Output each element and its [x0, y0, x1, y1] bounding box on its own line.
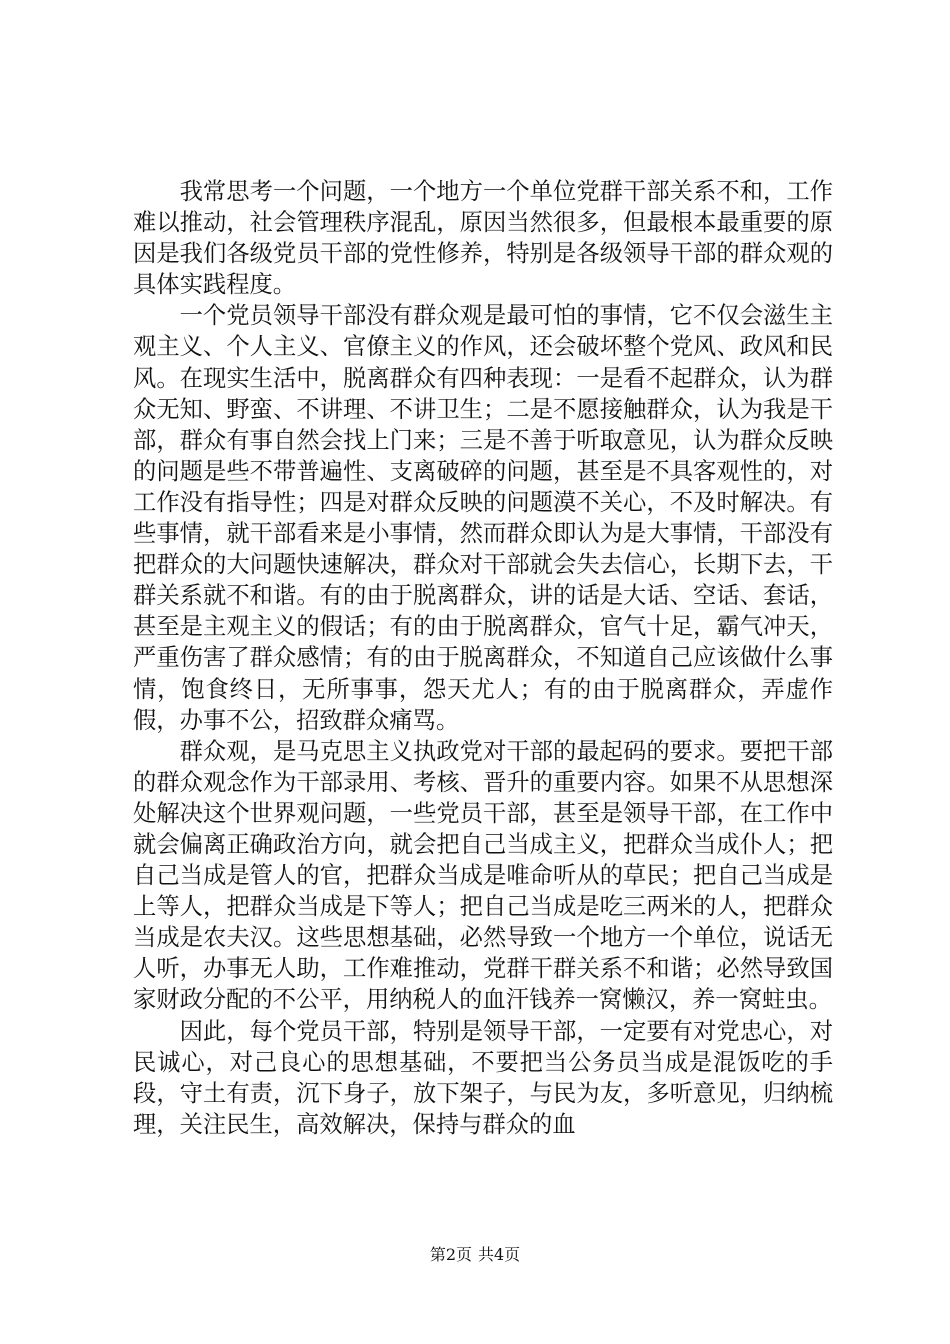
paragraph: 我常思考一个问题，一个地方一个单位党群干部关系不和，工作难以推动，社会管理秩序混乱，原因当然很多，但最根本最重要的原因是我们各级党员干部的党性修养，特别是各级领导干部的群众观的具体实践程度。: [133, 178, 833, 299]
page-footer: [0, 1245, 950, 1265]
paragraph: 因此，每个党员干部，特别是领导干部，一定要有对党忠心，对民诚心，对己良心的思想基础，不要把当公务员当成是混饭吃的手段，守土有责，沉下身子，放下架子，与民为友，多听意见，归纳梳理，关注民生，高效解决，保持与群众的血: [133, 1017, 833, 1138]
page-total: 共4页: [478, 1245, 521, 1264]
body-text: [133, 176, 833, 1140]
paragraph: 群众观，是马克思主义执政党对干部的最起码的要求。要把干部的群众观念作为干部录用、考核、晋升的重要内容。如果不从思想深处解决这个世界观问题，一些党员干部，甚至是领导干部，在工作中就会偏离正确政治方向，就会把自己当成主义，把群众当成仆人；把自己当成是管人的官，把群众当成是唯命听从的草民；把自己当成是上等人，把群众当成是下等人；把自己当成是吃三两米的人，把群众当成是农夫汉。这些思想基础，必然导致一个地方一个单位，说话无人听，办事无人助，工作难推动，党群干群关系不和谐；必然导致国家财政分配的不公平，用纳税人的血汗钱养一窝懒汉，养一窝蛀虫。: [133, 737, 833, 1014]
paragraph: 一个党员领导干部没有群众观是最可怕的事情，它不仅会滋生主观主义、个人主义、官僚主义的作风，还会破坏整个党风、政风和民风。在现实生活中，脱离群众有四种表现：一是看不起群众，认为群众无知、野蛮、不讲理、不讲卫生；二是不愿接触群众，认为我是干部，群众有事自然会找上门来；三是不善于听取意见，认为群众反映的问题是些不带普遍性、支离破碎的问题，甚至是不具客观性的，对工作没有指导性；四是对群众反映的问题漠不关心，不及时解决。有些事情，就干部看来是小事情，然而群众即认为是大事情，干部没有把群众的大问题快速解决，群众对干部就会失去信心，长期下去，干群关系就不和谐。有的由于脱离群众，讲的话是大话、空话、套话，甚至是主观主义的假话；有的由于脱离群众，官气十足，霸气冲天，严重伤害了群众感情；有的由于脱离群众，不知道自己应该做什么事情，饱食终日，无所事事，怨天尤人；有的由于脱离群众，弄虚作假，办事不公，招致群众痛骂。: [133, 302, 833, 734]
page-number: 第2页: [429, 1245, 472, 1264]
